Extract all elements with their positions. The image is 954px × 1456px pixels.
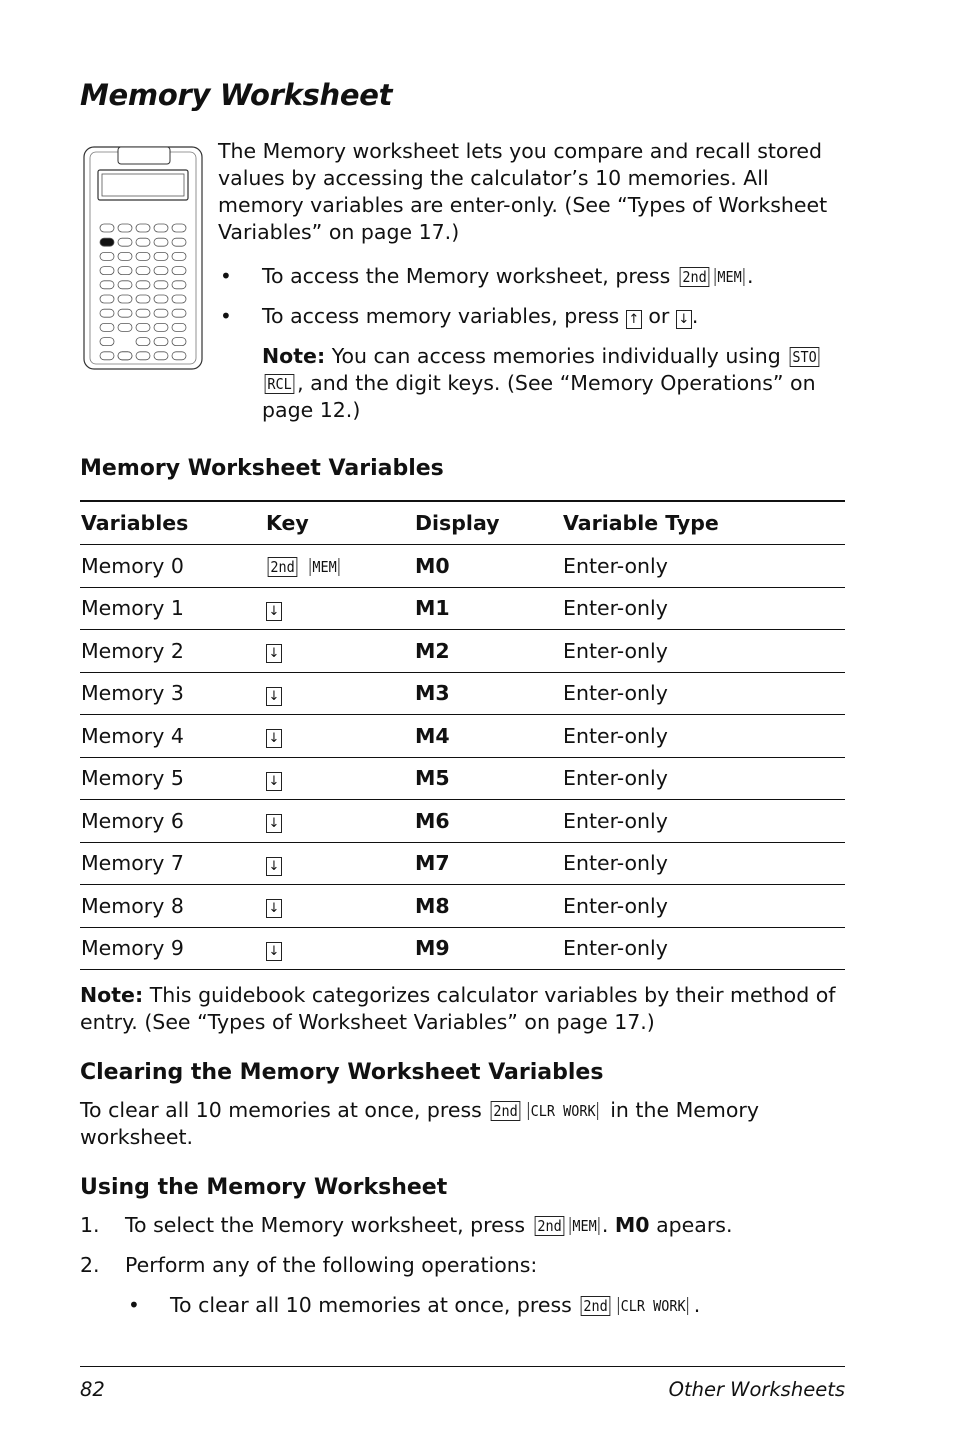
header-variable-type: Variable Type [562,501,845,545]
cell-type: Enter-only [562,630,845,673]
calculator-key [154,309,168,317]
bullet-marker: • [220,304,232,328]
calculator-key [136,323,150,331]
cell-type: Enter-only [562,757,845,800]
bullet-marker: • [220,264,232,288]
calculator-key [136,238,150,246]
table-row [80,927,845,970]
step-number: 1. [80,1213,100,1237]
calculator-key [100,338,114,346]
calculator-key [100,295,114,303]
cell-type: Enter-only [562,672,845,715]
key-2nd: 2nd [679,267,709,287]
cell-key [265,757,414,800]
note-text-cont: , and the digit keys. (See “Memory Operations” on page 12.) [262,371,816,422]
note-label: Note: [262,344,326,368]
down-arrow-key-icon: ↓ [266,899,282,918]
table-row [80,587,845,630]
cell-variable: Memory 1 [80,587,265,630]
cell-display: M2 [414,630,562,673]
calculator-key [136,309,150,317]
note-text: This guidebook categorizes calculator variables by their method of entry. (See “Types of Worksheet Variables” on page 17.) [80,983,836,1034]
note-text: You can access memories individually using [331,344,781,368]
cell-display: M0 [414,545,562,588]
cell-variable: Memory 8 [80,885,265,928]
calculator-key [118,295,132,303]
table-row [80,672,845,715]
calculator-key [136,281,150,289]
intro-paragraph: The Memory worksheet lets you compare and recall stored values by accessing the calculator’s 10 memories. All memory variables are enter-only. (See “Types of Worksheet Variables” on page 17.) [218,139,828,244]
calculator-key [154,238,168,246]
cell-type: Enter-only [562,927,845,970]
cell-key [265,587,414,630]
calculator-key [172,238,186,246]
header-display: Display [414,501,562,545]
cell-type: Enter-only [562,800,845,843]
calculator-key [136,352,150,360]
cell-variable: Memory 0 [80,545,265,588]
sub-bullet-text: To clear all 10 memories at once, press [170,1293,572,1317]
cell-variable: Memory 4 [80,715,265,758]
calculator-illustration [82,144,206,372]
key-2nd: 2nd [268,557,298,577]
table-row [80,630,845,673]
bullet-access-worksheet: To access the Memory worksheet, press 2nd MEM . [262,264,754,288]
clearing-text: To clear all 10 memories at once, press [80,1098,482,1122]
calculator-key [100,323,114,331]
calculator-key [100,281,114,289]
key-2nd: 2nd [581,1296,611,1316]
note-variable-categories [80,982,850,1036]
calculator-key [172,352,186,360]
calculator-key [118,238,132,246]
cell-type: Enter-only [562,885,845,928]
cell-variable: Memory 9 [80,927,265,970]
step-text: To select the Memory worksheet, press [125,1213,526,1237]
cell-display: M7 [414,842,562,885]
key-clr-work: CLR WORK [528,1102,598,1120]
calculator-key [100,252,114,260]
table-row [80,757,845,800]
cell-key [265,800,414,843]
calculator-key [154,338,168,346]
down-arrow-key-icon: ↓ [266,942,282,961]
calculator-key [154,252,168,260]
calculator-key [172,224,186,232]
calculator-key [136,338,150,346]
cell-type: Enter-only [562,545,845,588]
key-2nd: 2nd [491,1101,521,1121]
calculator-key [136,267,150,275]
highlighted-key [100,238,114,246]
table-row [80,800,845,843]
cell-display: M9 [414,927,562,970]
bullet-marker: • [128,1293,140,1317]
footer-divider [80,1366,845,1367]
cell-variable: Memory 7 [80,842,265,885]
clearing-text-cont: in the Memory worksheet. [80,1098,759,1149]
step-2: Perform any of the following operations: [125,1253,538,1277]
cell-variable: Memory 2 [80,630,265,673]
cell-display: M8 [414,885,562,928]
calculator-key [154,323,168,331]
header-variables: Variables [80,501,265,545]
key-mem: MEM [715,268,745,286]
table-row [80,885,845,928]
calculator-key [154,281,168,289]
variables-table [80,500,845,970]
step-number: 2. [80,1253,100,1277]
calculator-key [118,323,132,331]
calculator-key [136,252,150,260]
calculator-key [118,281,132,289]
cell-key [265,715,414,758]
calculator-key [172,309,186,317]
cell-key [265,842,414,885]
down-arrow-key-icon: ↓ [266,857,282,876]
table-row [80,842,845,885]
variables-heading: Memory Worksheet Variables [80,456,444,481]
cell-type: Enter-only [562,715,845,758]
calculator-key [100,309,114,317]
step-display-value: M0 [614,1213,650,1237]
step-1: To select the Memory worksheet, press 2nd MEM . M0 apears. [125,1213,733,1237]
table-row [80,715,845,758]
note-label: Note: [80,983,144,1007]
step-text-cont: apears. [656,1213,733,1237]
cell-key [265,630,414,673]
calculator-key [100,224,114,232]
calculator-key [172,267,186,275]
note-memory-operations [262,343,847,424]
calculator-key [172,252,186,260]
cell-type: Enter-only [562,842,845,885]
key-mem: MEM [309,558,339,576]
calculator-key [118,224,132,232]
down-arrow-key-icon: ↓ [266,772,282,791]
cell-key [265,672,414,715]
calculator-key [154,352,168,360]
down-arrow-key-icon: ↓ [266,687,282,706]
cell-variable: Memory 3 [80,672,265,715]
calculator-key [172,338,186,346]
calculator-key [154,295,168,303]
down-arrow-key-icon: ↓ [266,644,282,663]
key-sto: STO [790,347,820,367]
calculator-key [172,281,186,289]
table-header-row [80,501,845,545]
bullet-text: To access the Memory worksheet, press [262,264,671,288]
down-arrow-key-icon: ↓ [676,310,692,329]
key-rcl: RCL [265,374,295,394]
cell-display: M5 [414,757,562,800]
calculator-key [172,295,186,303]
clearing-paragraph [80,1097,850,1151]
clearing-heading: Clearing the Memory Worksheet Variables [80,1060,604,1085]
cell-variable: Memory 5 [80,757,265,800]
down-arrow-key-icon: ↓ [266,602,282,621]
cell-display: M6 [414,800,562,843]
down-arrow-key-icon: ↓ [266,729,282,748]
using-heading: Using the Memory Worksheet [80,1175,448,1200]
bullet-access-variables: To access memory variables, press ↑ or ↓ . [262,304,699,328]
cell-display: M1 [414,587,562,630]
calculator-key [100,267,114,275]
up-arrow-key-icon: ↑ [626,310,642,329]
key-mem: MEM [569,1217,599,1235]
calculator-key [118,309,132,317]
cell-key [265,545,414,588]
page-title: Memory Worksheet [80,78,393,112]
calculator-key [118,252,132,260]
sub-bullet-clear: To clear all 10 memories at once, press 2nd CLR WORK . [170,1293,701,1317]
calculator-key [172,323,186,331]
calculator-key [100,352,114,360]
or-text: or [648,304,670,328]
calculator-key [136,224,150,232]
cell-type: Enter-only [562,587,845,630]
key-clr-work: CLR WORK [618,1297,688,1315]
footer-section: Other Worksheets [668,1378,845,1401]
down-arrow-key-icon: ↓ [266,814,282,833]
table-row [80,545,845,588]
cell-variable: Memory 6 [80,800,265,843]
calculator-key [154,224,168,232]
calculator-key [118,352,132,360]
cell-key [265,927,414,970]
cell-display: M3 [414,672,562,715]
cell-display: M4 [414,715,562,758]
header-key: Key [265,501,414,545]
calculator-key [118,267,132,275]
cell-key [265,885,414,928]
page-number: 82 [80,1378,105,1401]
calculator-key [136,295,150,303]
bullet-text: To access memory variables, press [262,304,620,328]
calculator-key [154,267,168,275]
key-2nd: 2nd [534,1216,564,1236]
